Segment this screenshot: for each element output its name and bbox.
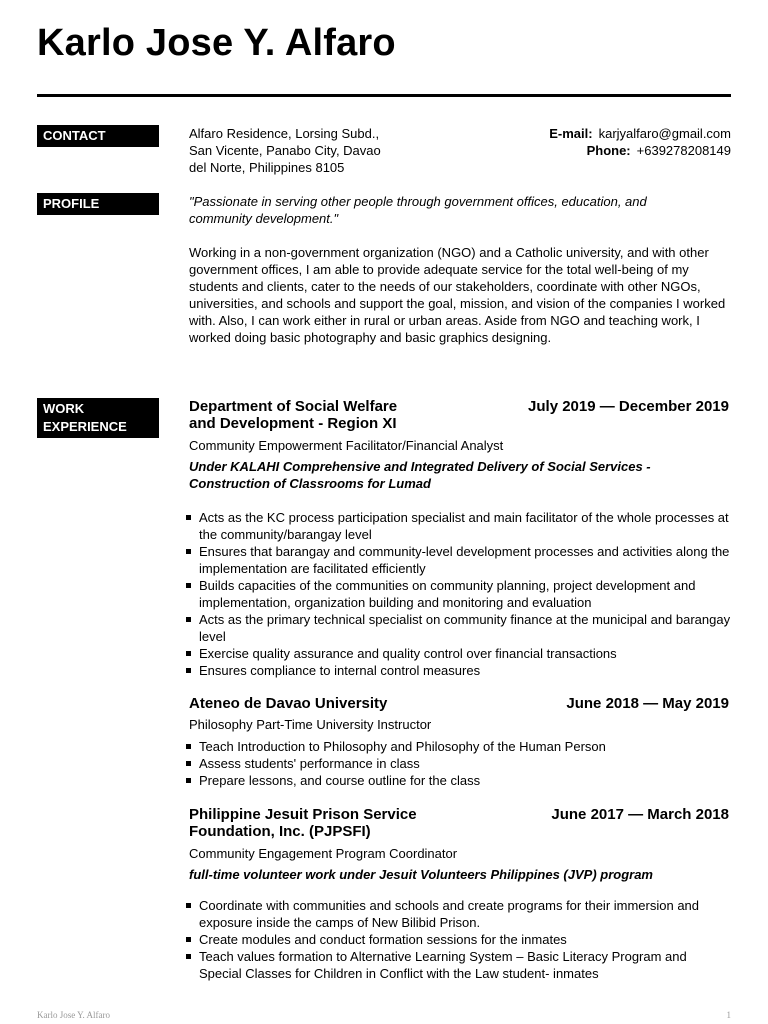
job-organization <box>189 398 489 432</box>
job-organization <box>189 806 489 840</box>
contact-details <box>549 125 731 159</box>
job-date: June 2018 — May 2019 <box>566 695 729 712</box>
header-rule <box>37 94 731 97</box>
list-item: Coordinate with communities and schools and create programs for their immersion and exposure inside the camps of New Bilibid Prison. <box>189 897 731 931</box>
email-value[interactable]: karjyalfaro@gmail.com <box>598 126 731 141</box>
address-line: San Vicente, Panabo City, Davao <box>189 143 381 158</box>
list-item: Acts as the KC process participation specialist and main facilitator of the whole processes at the community/barangay level <box>189 509 731 543</box>
phone-value[interactable]: +639278208149 <box>636 143 731 158</box>
section-label-work-experience <box>37 398 159 438</box>
section-label-line: EXPERIENCE <box>43 419 127 434</box>
org-line: Foundation, Inc. (PJPSFI) <box>189 823 371 840</box>
list-item: Teach values formation to Alternative Learning System – Basic Literacy Program and Special Classes for Children in Conflict with the Law student- inmates <box>189 948 731 982</box>
org-line: Philippine Jesuit Prison Service <box>189 806 417 823</box>
list-item: Ensures compliance to internal control measures <box>189 662 731 679</box>
phone-label: Phone: <box>586 143 631 158</box>
job-title: Philosophy Part-Time University Instructor <box>189 717 432 732</box>
list-item: Assess students' performance in class <box>189 755 731 772</box>
address-line: Alfaro Residence, Lorsing Subd., <box>189 126 380 141</box>
list-item: Ensures that barangay and community-level development processes and activities along the implementation are facilitated efficiently <box>189 543 731 577</box>
email-label: E-mail: <box>549 126 593 141</box>
contact-address <box>189 125 409 176</box>
page-number: 1 <box>726 1010 731 1020</box>
section-label-profile: PROFILE <box>37 193 159 215</box>
section-label-contact: CONTACT <box>37 125 159 147</box>
job-bullets <box>189 738 731 789</box>
profile-quote: "Passionate in serving other people through government offices, education, and community development." <box>189 194 647 226</box>
job-bullets <box>189 509 731 679</box>
job-title: Community Empowerment Facilitator/Financial Analyst <box>189 438 504 453</box>
list-item: Builds capacities of the communities on community planning, project development and implementation, organization building and monitoring and evaluation <box>189 577 731 611</box>
job-date: July 2019 — December 2019 <box>528 398 729 415</box>
job-program: Under KALAHI Comprehensive and Integrated Delivery of Social Services - Construction of Classrooms for Lumad <box>189 459 651 491</box>
list-item: Teach Introduction to Philosophy and Philosophy of the Human Person <box>189 738 731 755</box>
resume-name: Karlo Jose Y. Alfaro <box>37 22 396 64</box>
job-bullets <box>189 897 731 982</box>
list-item: Exercise quality assurance and quality control over financial transactions <box>189 645 731 662</box>
job-program: full-time volunteer work under Jesuit Volunteers Philippines (JVP) program <box>189 867 653 882</box>
org-line: Department of Social Welfare <box>189 398 398 415</box>
address-line: del Norte, Philippines 8105 <box>189 160 345 175</box>
section-label-line: WORK <box>43 401 85 416</box>
list-item: Prepare lessons, and course outline for the class <box>189 772 731 789</box>
list-item: Create modules and conduct formation sessions for the inmates <box>189 931 731 948</box>
job-organization: Ateneo de Davao University <box>189 695 388 712</box>
job-date: June 2017 — March 2018 <box>551 806 729 823</box>
footer-name: Karlo Jose Y. Alfaro <box>37 1010 110 1020</box>
org-line: and Development - Region XI <box>189 415 397 432</box>
list-item: Acts as the primary technical specialist on community finance at the municipal and barangay level <box>189 611 731 645</box>
profile-body: Working in a non-government organization (NGO) and a Catholic university, and with other government offices, I am able to provide adequate service for the total well-being of my students and clients, cater to the needs of our stakeholders, coordinate with other NGOs, universities, and schools and support the goal, mission, and vision of the companies I worked with. Also, I can work either in rural or urban areas. Aside from NGO and teaching work, I worked doing basic photography and basic graphics designing. <box>189 245 726 345</box>
job-title: Community Engagement Program Coordinator <box>189 846 458 861</box>
